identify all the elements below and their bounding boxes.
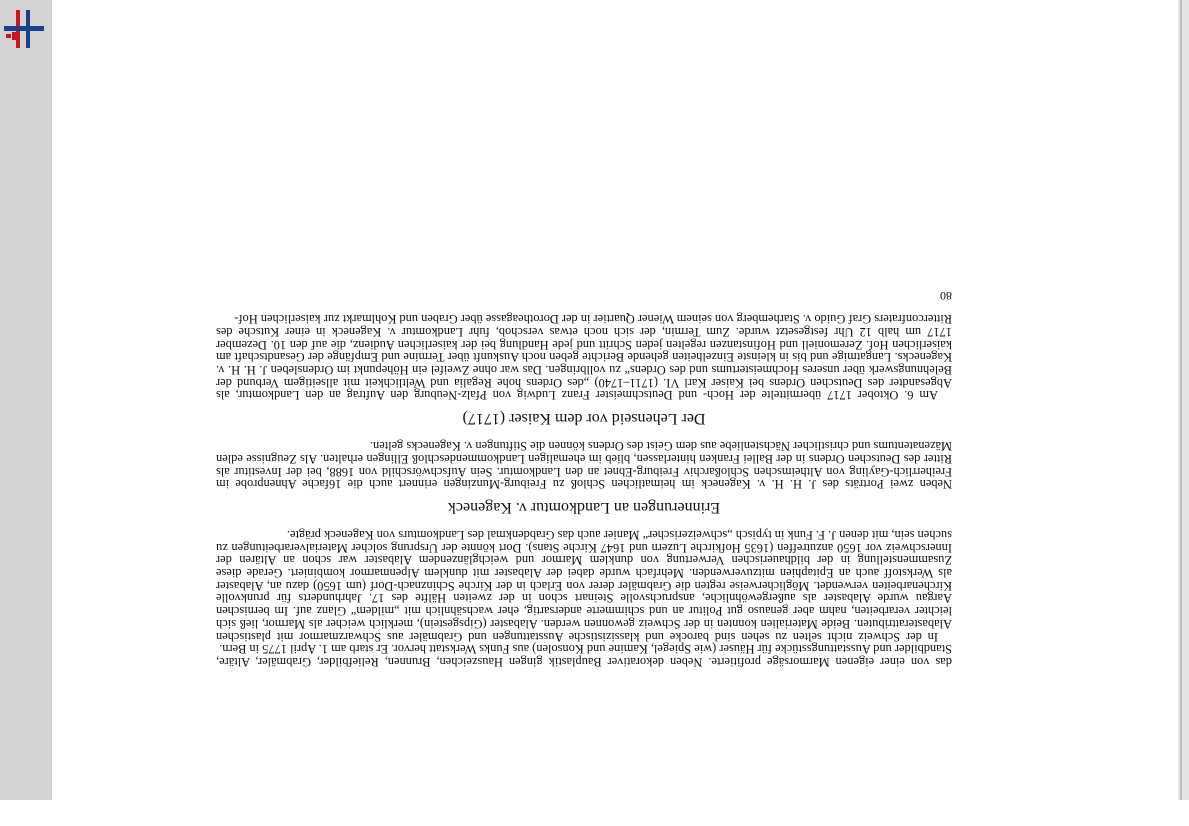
sidebar [0,0,52,800]
paragraph-3: Neben zwei Porträts des J. H. H. v. Kageneck im heimatlichen Schloß zu Freiburg-Munzingen erinnert auch die 16fache Ahnenprobe im Freiherrlich-Gayling von Altheimschen Schloßarchiv Freiburg-Ebnet an den Landkomtur. Sein Aufschwörschild von 1688, bei der Investitur als Ritter des Deutschen Ordens in der Ballei Franken hinterlassen, blieb im ehemaligen Landkommendeschloß Ellingen erhalten. Als Zeugnisse edlen Mäzenatentums und christlicher Nächstenliebe aus dem Geist des Ordens können die Stiftungen v. Kagenecks gelten. [216,439,952,492]
paragraph-2: In der Schweiz nicht selten zu sehen sind barocke und klassizistische Ausstattungen und Grabmäler aus Schwarzmarmor mit plastischen Alabasterattributen. Beide Materialien konnten in der Schweiz gewonnen werden. Alabaster (Gipsgestein), merklich weicher als Marmor, ließ sich leichter verarbeiten, nahm aber genauso gut Politur an und schimmerte andersartig, eher wachsähnlich mit „mildem“ Glanz auf. Im bernischen Aargau wurde Alabaster als außergewöhnliche, anspruchsvolle Steinart schon in der zweiten Hälfte des 17. Jahrhunderts für prunkvolle Kirchenarbeiten verwendet. Möglicherweise regten die Grabmäler derer von Erlach in der Kirche Schinznach-Dorf (um 1650) dazu an, Alabaster als Werkstoff auch an Epitaphien mitzuverwenden. Mehrfach wurde dabei der Alabaster mit dunklem Alpenmarmor kombiniert. Gerade diese Zusammenstellung in der bildhauerischen Verwertung von dunklem Marmor und weichglänzendem Alabaster war schon an Altären der Innerschweiz vor 1650 anzutreffen (1635 Hofkirche Luzern und 1647 Kirche Stans). Dort könnte der Ursprung solcher Materialverarbeitungen zu suchen sein, mit denen J. F. Funk in typisch „schweizerischer“ Manier auch das Grabdenkmal des Landkomturs von Kageneck prägte. [216,527,952,644]
scanned-page [216,174,952,668]
heading-oath-before-emperor: Der Lehenseid vor dem Kaiser (1717) [462,410,706,428]
page-edge-line [1180,0,1182,800]
heading-kageneck-memories: Erinnerungen an Landkomtur v. Kageneck [447,499,721,517]
page-number: 80 [940,288,952,303]
paragraph-1: das von einer eigenen Marmorsäge profitierte. Neben dekorativer Bauplastik gingen Hauszeichen, Brunnen, Reliefbilder, Grabmäler, Altäre, Standbilder und Ausstattungsstücke für Häuser (wie Spiegel, Kamine und Konsolen) aus Funks Werkstatt hervor. Er starb am 1. April 1775 in Bern. [216,642,952,669]
library-logo-icon[interactable] [2,8,46,52]
page-content [216,174,952,668]
paragraph-4: Am 6. Oktober 1717 übermittelte der Hoch- und Deutschmeister Franz Ludwig von Pfalz-Neuburg den Auftrag an den Landkomtur, als Abgesandter des Deutschen Ordens bei Kaiser Karl VI. (1711–1740) „des Ordens hohe Regalia und Weltlichkeit mit allseitigem Verbund der Belehnungswerk über unseres Hochmeistertums und des Ordens“ zu vollbringen. Das war ohne Zweifel ein Höhepunkt im Ordensleben J. H. H. v. Kagenecks. Langatmige und bis in kleinste Einzelheiten gehende Berichte geben noch Auskunft über Termine und Empfänge der Gesandtschaft am kaiserlichen Hof. Zeremoniell und Hofinstanzen regelten jeden Schritt und jede Handlung bei der kaiserlichen Audienz, die auf den 10. Dezember 1717 um halb 12 Uhr festgesetzt wurde. Zum Termin, der sich noch etwas verschob, fuhr Landkomtur v. Kageneck in einer Kutsche des Ritterconfraters Graf Guido v. Starhemberg von seinem Wiener Quartier in der Dorotheagasse über Graben und Kohlmarkt zur kaiserlichen Hof- [216,312,952,403]
